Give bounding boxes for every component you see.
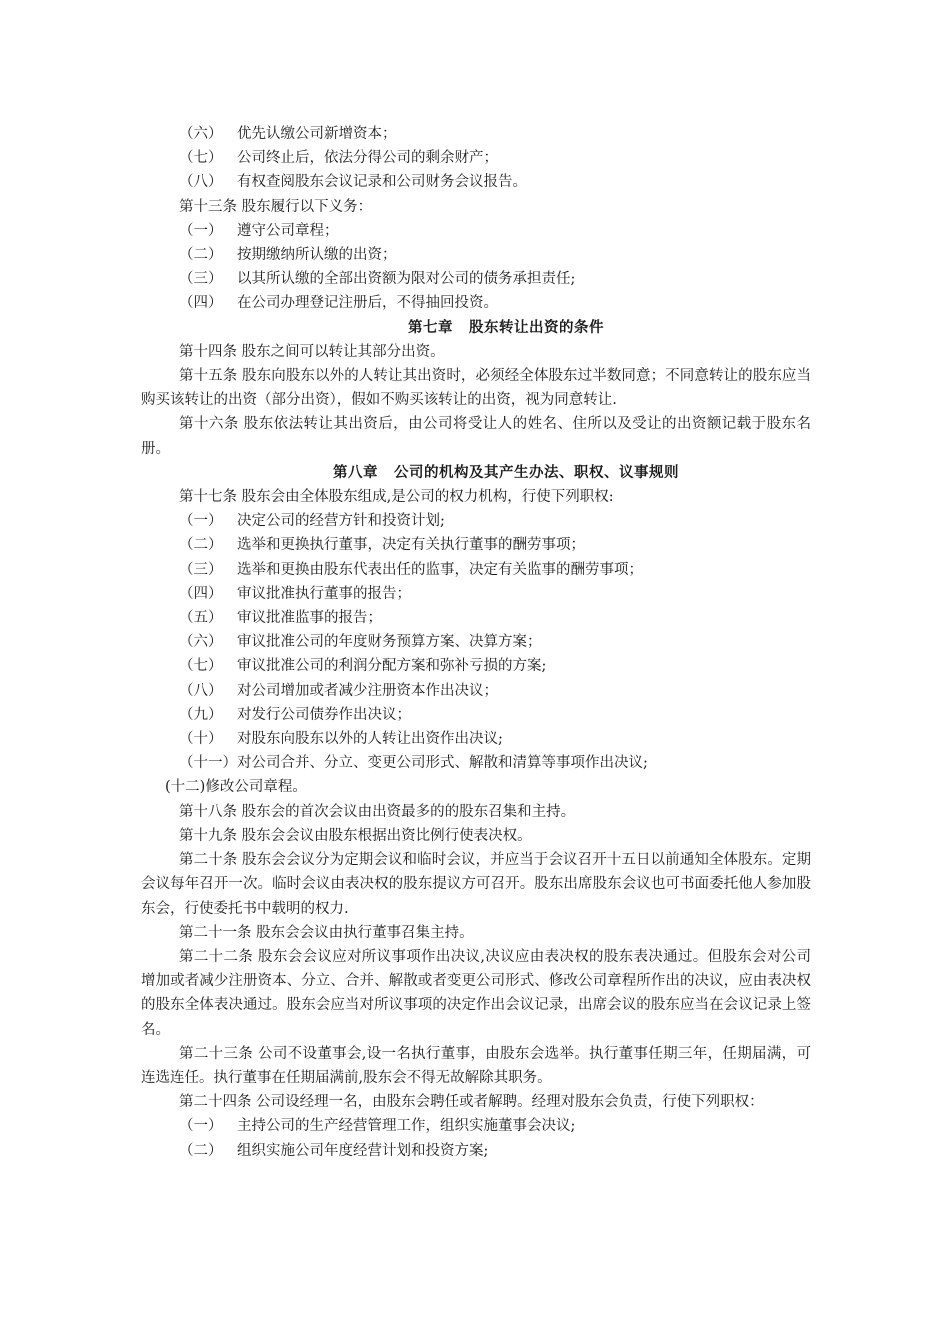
chapter-number: 第八章 [333,463,378,481]
list-item-text: 按期缴纳所认缴的出资； [237,247,397,264]
chapter-heading [141,461,811,485]
list-item-text: 主持公司的生产经营管理工作，组织实施董事会决议; [237,1118,576,1135]
list-item-number: （二） [179,247,223,264]
list-item-text: 在公司办理登记注册后，不得抽回投资。 [237,295,498,312]
list-item [141,1114,811,1138]
article-paragraph: 第十五条 股东向股东以外的人转让其出资时，必须经全体股东过半数同意；不同意转让的股东应当购买该转让的出资（部分出资），假如不购买该转让的出资，视为同意转让. [141,368,811,409]
chapter-title: 股东转让出资的条件 [469,318,604,336]
list-item-text: 对发行公司债券作出决议； [237,706,411,723]
list-item-number: （十） [179,731,223,748]
chapter-number: 第七章 [408,318,453,336]
list-item-text: 对股东向股东以外的人转让出资作出决议; [237,731,503,748]
list-item [141,267,811,291]
list-item-number: （二） [179,537,223,554]
article-line: 第十三条 股东履行以下义务： [179,198,373,215]
list-item-number: （五） [179,610,223,627]
list-item [141,679,811,703]
list-item-number: （一） [179,513,223,530]
list-item-text: 选举和更换执行董事，决定有关执行董事的酬劳事项； [237,537,585,554]
article-line: 第十八条 股东会的首次会议由出资最多的的股东召集和主持。 [179,803,576,820]
list-item-number: （一） [179,1118,223,1135]
list-item [141,606,811,630]
article-line: 第二十一条 股东会会议由执行董事召集主持。 [179,924,474,941]
list-item [141,703,811,727]
list-item-text: 审议批准执行董事的报告； [237,585,411,602]
list-item [141,654,811,678]
list-item-text: 组织实施公司年度经营计划和投资方案; [237,1142,489,1159]
list-item-number: （四） [179,585,223,602]
list-item-text: 审议批准监事的报告； [237,610,382,627]
list-item [141,509,811,533]
list-item-text: 以其所认缴的全部出资额为限对公司的债务承担责任; [237,271,576,288]
list-item [141,1139,811,1163]
list-item-number: （八） [179,682,223,699]
list-item-text: 审议批准公司的利润分配方案和弥补亏损的方案; [237,658,547,675]
article-paragraph: 第二十三条 公司不设董事会,设一名执行董事，由股东会选举。执行董事任期三年，任期届满，可连选连任。执行董事在任期届满前,股东会不得无故解除其职务。 [141,1045,811,1086]
list-item-number: （七） [179,150,223,167]
list-item-number: （六） [179,126,223,142]
article-paragraph: 第十六条 股东依法转让其出资后，由公司将受让人的姓名、住所以及受让的出资额记载于股东名册。 [141,416,811,457]
article-paragraph: 第二十四条 公司设经理一名，由股东会聘任或者解聘。经理对股东会负责，行使下列职权： [179,1094,764,1111]
list-item [141,170,811,194]
list-item [141,727,811,751]
list-item-text: 决定公司的经营方针和投资计划; [237,513,445,530]
list-item-number: （二） [179,1142,223,1159]
list-item-number: （四） [179,295,223,312]
list-item-text: 审议批准公司的年度财务预算方案、决算方案； [237,634,542,651]
list-item-number: （六） [179,634,223,651]
list-item-number: （三） [179,561,223,578]
list-item [141,291,811,315]
list-item-text: 优先认缴公司新增资本； [237,126,397,142]
list-item-number: （九） [179,706,223,723]
chapter-heading [141,316,811,340]
list-item-text: 遵守公司章程； [237,222,339,239]
article-line: 第十四条 股东之间可以转让其部分出资。 [179,343,445,360]
list-item-text: 对公司增加或者减少注册资本作出决议； [237,682,498,699]
list-item-number: （三） [179,271,223,288]
list-item [141,243,811,267]
list-item [141,122,811,146]
article-line: 第十七条 股东会由全体股东组成,是公司的权力机构，行使下列职权: [179,489,614,506]
list-item-text: 有权查阅股东会议记录和公司财务会议报告。 [237,174,527,191]
list-item-number: （一） [179,222,223,239]
chapter-title: 公司的机构及其产生办法、职权、议事规则 [394,463,679,481]
list-item [141,219,811,243]
article-paragraph: 第二十条 股东会会议分为定期会议和临时会议，并应当于会议召开十五日以前通知全体股东。定期会议每年召开一次。临时会议由表决权的股东提议方可召开。股东出席股东会议也可书面委托他人参加股东会，行使委托书中载明的权力. [141,852,811,917]
article-line: （十一）对公司合并、分立、变更公司形式、解散和清算等事项作出决议; [179,755,648,772]
list-item [141,533,811,557]
article-line: 第十九条 股东会会议由股东根据出资比例行使表决权。 [179,827,532,844]
list-item [141,582,811,606]
document-body [141,122,811,1163]
list-item-number: （七） [179,658,223,675]
list-item-text: 选举和更换由股东代表出任的监事，决定有关监事的酬劳事项； [237,561,643,578]
article-line: (十二)修改公司章程。 [165,779,307,796]
article-paragraph: 第二十二条 股东会会议应对所议事项作出决议,决议应由表决权的股东表决通过。但股东会对公司增加或者减少注册资本、分立、合并、解散或者变更公司形式、修改公司章程所作出的决议，应由表决权的股东全体表决通过。股东会应当对所议事项的决定作出会议记录，出席会议的股东应当在会议记录上签名。 [141,948,811,1038]
list-item [141,146,811,170]
list-item-text: 公司终止后，依法分得公司的剩余财产； [237,150,498,167]
list-item-number: （八） [179,174,223,191]
list-item [141,558,811,582]
list-item [141,630,811,654]
